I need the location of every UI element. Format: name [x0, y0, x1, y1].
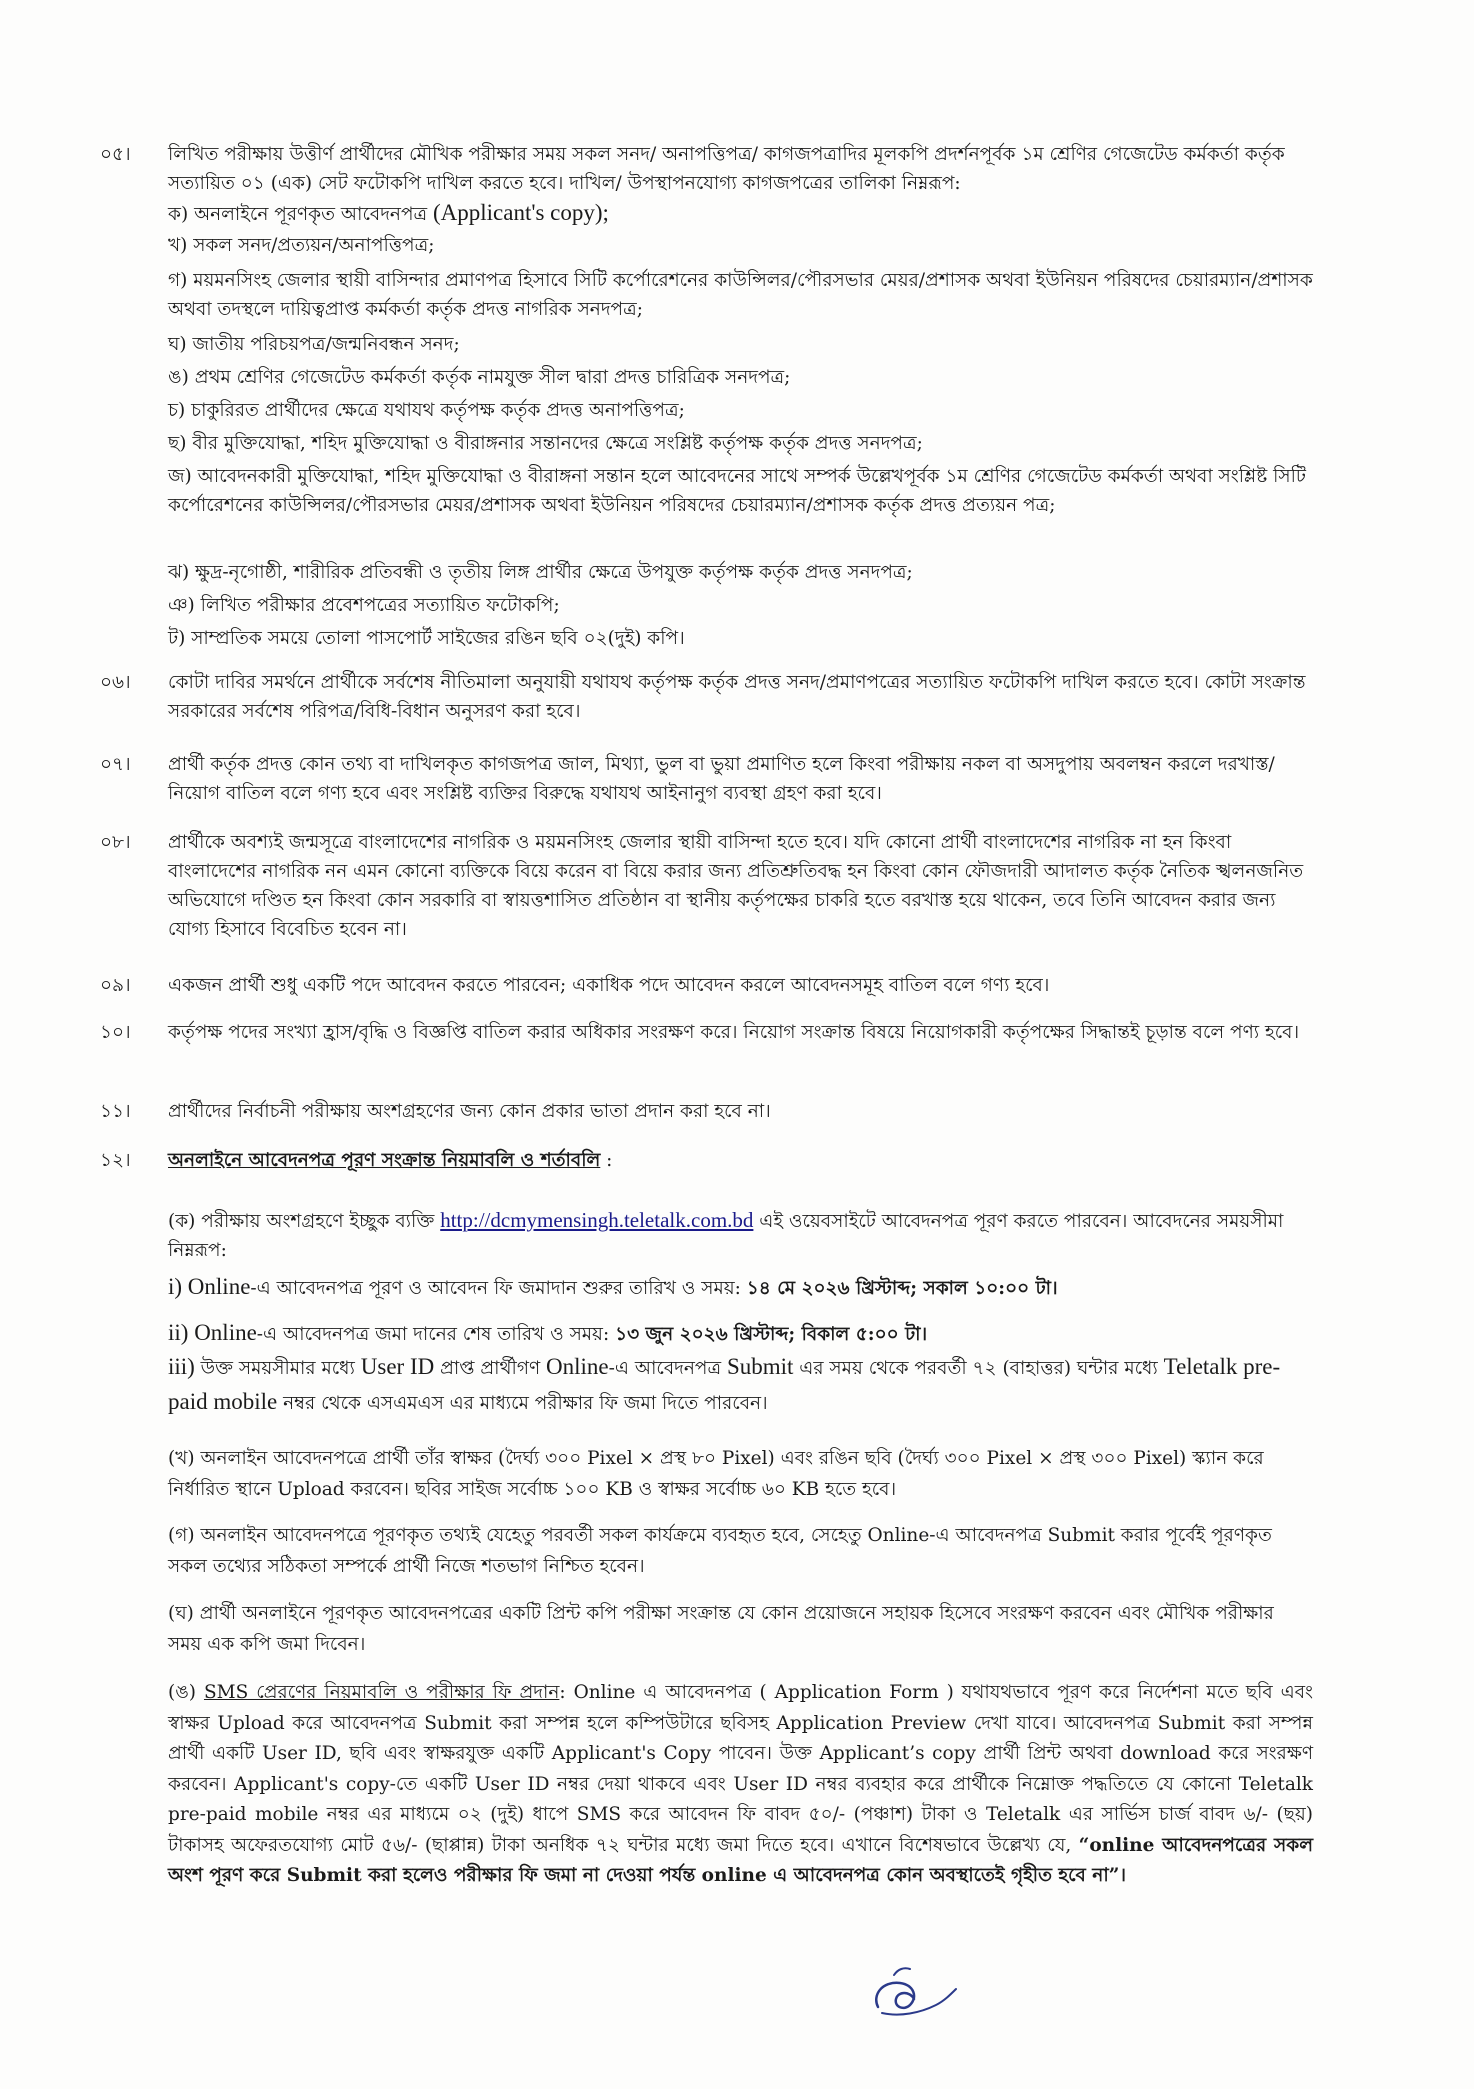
- item-number: ০৮।: [100, 832, 131, 853]
- clause-text: -এ আবেদনপত্র পূরণ ও আবেদন ফি জমাদান শুরুর তারিখ ও সময়:: [250, 1278, 747, 1299]
- schedule-line-i: [168, 1272, 1313, 1303]
- item-number: ১১।: [100, 1101, 131, 1122]
- clause-text: উক্ত সময়সীমার মধ্যে: [200, 1358, 361, 1379]
- item-text: কোটা দাবির সমর্থনে প্রার্থীকে সর্বশেষ নীতিমালা অনুযায়ী যথাযথ কর্তৃপক্ষ কর্তৃক প্রদত্ত সনদ/প্রমাণপত্রের সত্যায়িত ফটোকপি দাখিল করতে হবে। কোটা সংক্রান্ত সরকারের সর্বশেষ পরিপত্র/বিধি-বিধান অনুসরণ করা হবে।: [168, 672, 1306, 722]
- item-number: ০৫।: [100, 144, 131, 165]
- item-text: প্রার্থীকে অবশ্যই জন্মসূত্রে বাংলাদেশের নাগরিক ও ময়মনসিংহ জেলার স্থায়ী বাসিন্দা হতে হবে। যদি কোনো প্রার্থী বাংলাদেশের নাগরিক না হন কিংবা বাংলাদেশের নাগরিক নন এমন কোনো ব্যক্তিকে বিয়ে করেন বা বিয়ে করার জন্য প্রতিশ্রুতিবদ্ধ হন কিংবা কোন ফৌজদারী আদালত কর্তৃক নৈতিক স্খলনজনিত অভিযোগে দণ্ডিত হন কিংবা কোন সরকারি বা স্বায়ত্তশাসিত প্রতিষ্ঠান বা স্থানীয় কর্তৃপক্ষের চাকরি হতে বরখাস্ত হয়ে থাকেন, তবে তিনি আবেদন করার জন্য যোগ্য হিসাবে বিবেচিত হবেন না।: [168, 832, 1304, 940]
- list-label: গ): [168, 270, 188, 291]
- clause-date: ১৩ জুন ২০২৬ খ্রিস্টাব্দ; বিকাল ৫:০০ টা।: [615, 1324, 928, 1345]
- list-label: ঞ): [168, 595, 195, 616]
- website-link[interactable]: http://dcmymensingh.teletalk.com.bd: [440, 1208, 754, 1232]
- item-text: লিখিত পরীক্ষায় উত্তীর্ণ প্রার্থীদের মৌখিক পরীক্ষার সময় সকল সনদ/ অনাপত্তিপত্র/ কাগজপত্রাদির মূলকপি প্রদর্শনপূর্বক ১ম শ্রেণির গেজেটেড কর্মকর্তা কর্তৃক সত্যায়িত ০১ (এক) সেট ফটোকপি দাখিল করতে হবে। দাখিল/ উপস্থাপনযোগ্য কাগজপত্রের তালিকা নিম্নরূপ:: [168, 144, 1285, 194]
- list-label: ঙ): [168, 367, 189, 388]
- list-item: [168, 198, 1318, 229]
- sub-clause-ka: [168, 1206, 1313, 1265]
- clause-text: (ক) পরীক্ষায় অংশগ্রহণে ইচ্ছুক ব্যক্তি: [168, 1211, 441, 1232]
- clause-text: Teletalk pre-paid mobile: [168, 1354, 1281, 1414]
- clause-text: Submit: [726, 1354, 794, 1379]
- clause-text: ii) Online: [168, 1320, 257, 1345]
- item-text: প্রার্থী কর্তৃক প্রদত্ত কোন তথ্য বা দাখিলকৃত কাগজপত্র জাল, মিথ্যা, ভুল বা ভুয়া প্রমাণিত হলে কিংবা পরীক্ষায় নকল বা অসদুপায় অবলম্বন করলে দরখাস্ত/নিয়োগ বাতিল বলে গণ্য হবে এবং সংশ্লিষ্ট ব্যক্তির বিরুদ্ধে যথাযথ আইনানুগ ব্যবস্থা গ্রহণ করা হবে।: [168, 754, 1275, 804]
- heading-suffix: :: [600, 1150, 613, 1171]
- list-text: জাতীয় পরিচয়পত্র/জন্মনিবন্ধন সনদ;: [192, 334, 460, 355]
- item-number: ০৯।: [100, 975, 131, 996]
- list-label: খ): [168, 235, 188, 256]
- section-heading: [168, 1146, 1318, 1175]
- list-item: [168, 330, 1318, 359]
- list-item: [168, 429, 1318, 458]
- schedule-line-iii: [168, 1350, 1313, 1420]
- list-item: [168, 558, 1318, 587]
- list-label: ট): [168, 628, 186, 649]
- clause-text: এর সময় থেকে পরবর্তী ৭২ (বাহাত্তর) ঘন্টার মধ্যে: [793, 1358, 1164, 1379]
- item-text: একজন প্রার্থী শুধু একটি পদে আবেদন করতে পারবেন; একাধিক পদে আবেদন করলে আবেদনসমূহ বাতিল বলে গণ্য হবে।: [168, 975, 1050, 996]
- list-label: ক): [168, 204, 189, 225]
- clause-text: নম্বর থেকে এসএমএস এর মাধ্যমে পরীক্ষার ফি জমা দিতে পারবেন।: [277, 1393, 768, 1414]
- list-text: সকল সনদ/প্রত্যয়ন/অনাপত্তিপত্র;: [193, 235, 435, 256]
- list-text: চাকুরিরত প্রার্থীদের ক্ষেত্রে যথাযথ কর্তৃপক্ষ কর্তৃক প্রদত্ত অনাপত্তিপত্র;: [191, 400, 685, 421]
- list-label: ঝ): [168, 562, 190, 583]
- list-text: অনলাইনে পূরণকৃত আবেদনপত্র: [194, 204, 433, 225]
- clause-text: User ID: [360, 1354, 435, 1379]
- list-label: ঘ): [168, 334, 187, 355]
- item-number: ১০।: [100, 1022, 131, 1043]
- clause-text: : Online এ আবেদনপত্র ( Application Form ) যথাযথভাবে পূরণ করে নির্দেশনা মতে ছবি এবং স্বাক্ষর Upload করে আবেদনপত্র Submit করা সম্পন্ন হলে কম্পিউটারে ছবিসহ Application Preview দেখা যাবে। আবেদনপত্র Submit করা সম্পন্ন প্রার্থী একটি User ID, ছবি এবং স্বাক্ষরযুক্ত একটি Applicant's Copy পাবেন। উক্ত Applicant’s copy প্রার্থী প্রিন্ট অথবা download করে সংরক্ষণ করবেন। Applicant's copy-তে একটি User ID নম্বর দেয়া থাকবে এবং User ID নম্বর ব্যবহার করে প্রার্থীকে নিম্নোক্ত পদ্ধতিতে যে কোনো Teletalk pre-paid mobile নম্বর এর মাধ্যমে ০২ (দুই) ধাপে SMS করে আবেদন ফি বাবদ ৫০/- (পঞ্চাশ) টাকা ও Teletalk এর সার্ভিস চার্জ বাবদ ৬/- (ছয়) টাকাসহ অফেরতযোগ্য মোট ৫৬/- (ছাপ্পান্ন) টাকা অনধিক ৭২ ঘন্টার মধ্যে জমা দিতে হবে। এখানে বিশেষভাবে উল্লেখ্য যে,: [168, 1682, 1313, 1856]
- clause-text: -এ আবেদনপত্র: [608, 1358, 727, 1379]
- list-item: [168, 231, 1318, 260]
- sub-clause-kha: (খ) অনলাইন আবেদনপত্রে প্রার্থী তাঁর স্বাক্ষর (দৈর্ঘ্য ৩০০ Pixel × প্রস্থ ৮০ Pixel) এবং রঙিন ছবি (দৈর্ঘ্য ৩০০ Pixel × প্রস্থ ৩০০ Pixel) স্ক্যান করে নির্ধারিত স্থানে Upload করবেন। ছবির সাইজ সর্বোচ্চ ১০০ KB ও স্বাক্ষর সর্বোচ্চ ৬০ KB হতে হবে।: [168, 1448, 1264, 1500]
- list-item: [168, 462, 1318, 520]
- list-text: আবেদনকারী মুক্তিযোদ্ধা, শহিদ মুক্তিযোদ্ধা ও বীরাঙ্গনা সন্তান হলে আবেদনের সাথে সম্পর্ক উল্লেখপূর্বক ১ম শ্রেণির গেজেটেড কর্মকর্তা অথবা সংশ্লিষ্ট সিটি কর্পোরেশনের কাউন্সিলর/পৌরসভার মেয়র/প্রশাসক অথবা ইউনিয়ন পরিষদের চেয়ারম্যান/প্রশাসক কর্তৃক প্রদত্ত প্রত্যয়ন পত্র;: [168, 466, 1306, 516]
- clause-heading: SMS প্রেরণের নিয়মাবলি ও পরীক্ষার ফি প্রদান: [203, 1682, 560, 1703]
- list-text: সাম্প্রতিক সময়ে তোলা পাসপোর্ট সাইজের রঙিন ছবি ০২(দুই) কপি।: [191, 628, 685, 649]
- heading-text: অনলাইনে আবেদনপত্র পূরণ সংক্রান্ত নিয়মাবলি ও শর্তাবলি: [168, 1150, 601, 1171]
- list-item: [168, 363, 1318, 392]
- list-text: ময়মনসিংহ জেলার স্থায়ী বাসিন্দার প্রমাণপত্র হিসাবে সিটি কর্পোরেশনের কাউন্সিলর/পৌরসভার মেয়র/প্রশাসক অথবা ইউনিয়ন পরিষদের চেয়ারম্যান/প্রশাসক অথবা তদস্থলে দায়িত্বপ্রাপ্ত কর্মকর্তা কর্তৃক প্রদত্ত নাগরিক সনদপত্র;: [168, 270, 1313, 320]
- list-item: [168, 396, 1318, 425]
- list-text: লিখিত পরীক্ষার প্রবেশপত্রের সত্যায়িত ফটোকপি;: [200, 595, 560, 616]
- clause-emphasis: “online আবেদনপত্রের সকল অংশ পূরণ করে Submit করা হলেও পরীক্ষার ফি জমা না দেওয়া পর্যন্ত online এ আবেদনপত্র কোন অবস্থাতেই গৃহীত হবে না”।: [168, 1834, 1313, 1886]
- item-text: কর্তৃপক্ষ পদের সংখ্যা হ্রাস/বৃদ্ধি ও বিজ্ঞপ্তি বাতিল করার অধিকার সংরক্ষণ করে। নিয়োগ সংক্রান্ত বিষয়ে নিয়োগকারী কর্তৃপক্ষের সিদ্ধান্তই চূড়ান্ত বলে পণ্য হবে।: [168, 1022, 1300, 1043]
- sub-clause-ga: (গ) অনলাইন আবেদনপত্রে পূরণকৃত তথ্যই যেহেতু পরবর্তী সকল কার্যক্রমে ব্যবহৃত হবে, সেহেতু Online-এ আবেদনপত্র Submit করার পূর্বেই পূরণকৃত সকল তথ্যের সঠিকতা সম্পর্কে প্রার্থী নিজে শতভাগ নিশ্চিত হবেন।: [168, 1525, 1272, 1577]
- sub-clause-uma: [168, 1678, 1313, 1892]
- item-number: ১২।: [100, 1150, 131, 1171]
- sub-clause-gha: (ঘ) প্রার্থী অনলাইনে পূরণকৃত আবেদনপত্রের একটি প্রিন্ট কপি পরীক্ষা সংক্রান্ত যে কোন প্রয়োজনে সহায়ক হিসেবে সংরক্ষণ করবেন এবং মৌখিক পরীক্ষার সময় এক কপি জমা দিবেন।: [168, 1603, 1274, 1655]
- clause-text: প্রাপ্ত প্রার্থীগণ: [434, 1358, 547, 1379]
- clause-text: (ঙ): [168, 1682, 204, 1703]
- list-label: চ): [168, 400, 186, 421]
- item-number: ০৬।: [100, 672, 131, 693]
- clause-text: -এ আবেদনপত্র জমা দানের শেষ তারিখ ও সময়:: [256, 1324, 616, 1345]
- list-item: [168, 591, 1318, 620]
- item-number: ০৭।: [100, 754, 131, 775]
- signature-mark: [860, 1955, 960, 2025]
- clause-text: i) Online: [168, 1274, 251, 1299]
- list-text: ক্ষুদ্র-নৃগোষ্ঠী, শারীরিক প্রতিবন্ধী ও তৃতীয় লিঙ্গ প্রার্থীর ক্ষেত্রে উপযুক্ত কর্তৃপক্ষ কর্তৃক প্রদত্ত সনদপত্র;: [195, 562, 913, 583]
- clause-text: এই ওয়েবসাইটে আবেদনপত্র পূরণ করতে পারবেন। আবেদনের সময়সীমা নিম্নরূপ:: [168, 1211, 1284, 1261]
- list-item: [168, 624, 1318, 653]
- list-label: ছ): [168, 433, 187, 454]
- list-item: [168, 266, 1318, 324]
- item-text: প্রার্থীদের নির্বাচনী পরীক্ষায় অংশগ্রহণের জন্য কোন প্রকার ভাতা প্রদান করা হবে না।: [168, 1101, 771, 1122]
- list-text-extra: (Applicant's copy);: [432, 200, 609, 225]
- clause-text: Online: [546, 1354, 609, 1379]
- clause-date: ১৪ মে ২০২৬ খ্রিস্টাব্দ; সকাল ১০:০০ টা।: [746, 1278, 1058, 1299]
- list-label: জ): [168, 466, 192, 487]
- clause-text: iii): [168, 1354, 201, 1379]
- list-text: বীর মুক্তিযোদ্ধা, শহিদ মুক্তিযোদ্ধা ও বীরাঙ্গনার সন্তানদের ক্ষেত্রে সংশ্লিষ্ট কর্তৃপক্ষ কর্তৃক প্রদত্ত সনদপত্র;: [192, 433, 923, 454]
- schedule-line-ii: [168, 1318, 1313, 1349]
- list-text: প্রথম শ্রেণির গেজেটেড কর্মকর্তা কর্তৃক নামযুক্ত সীল দ্বারা প্রদত্ত চারিত্রিক সনদপত্র;: [194, 367, 791, 388]
